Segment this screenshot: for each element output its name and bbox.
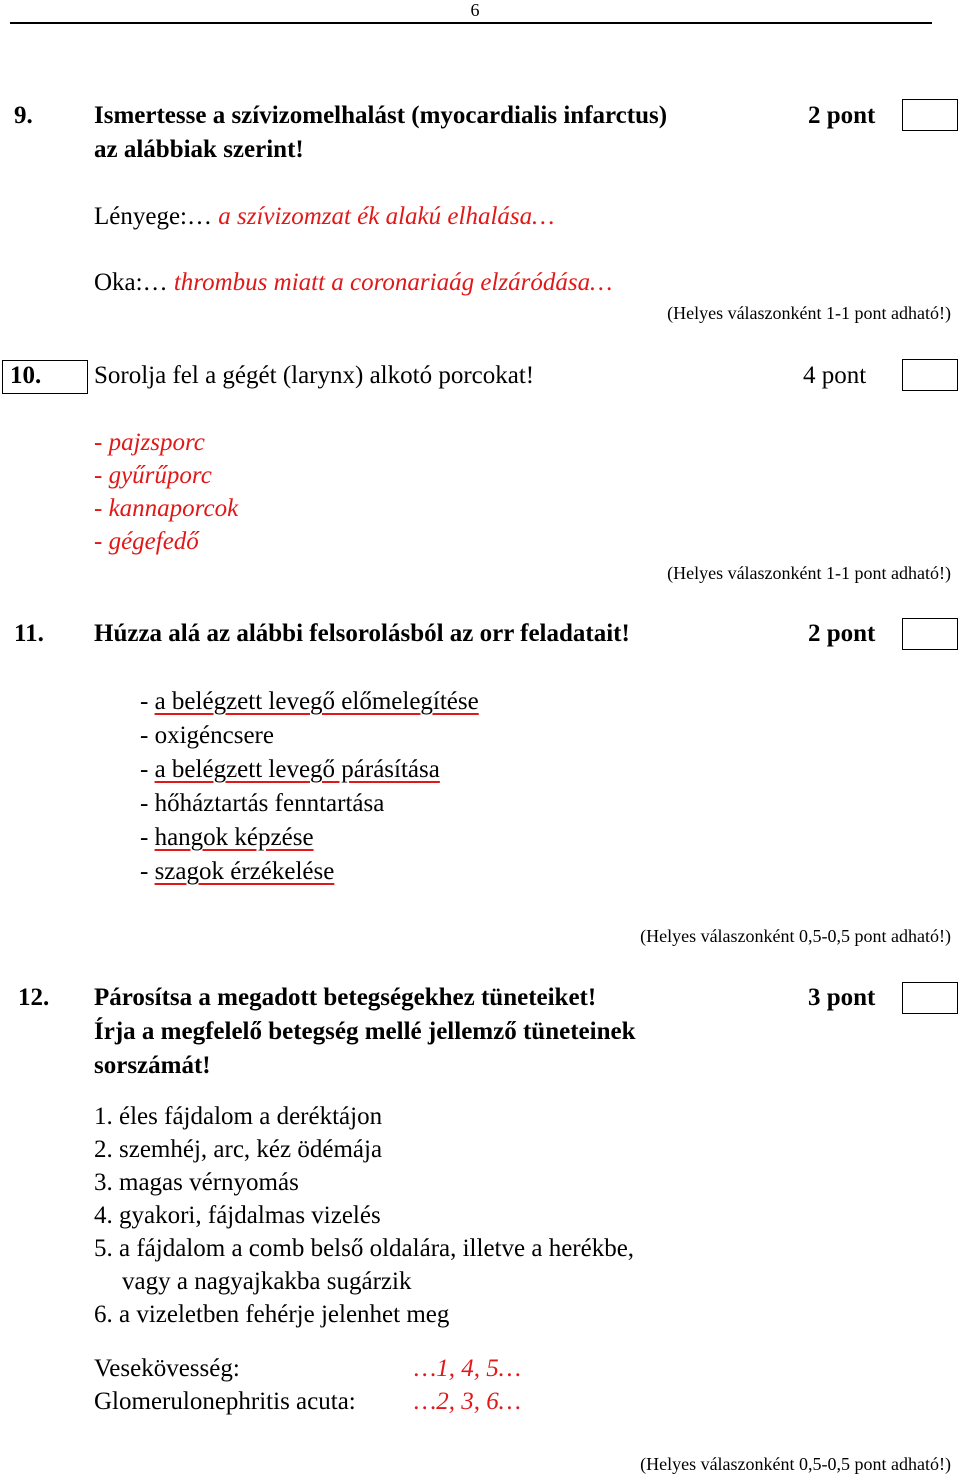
q11-item-1[interactable] <box>140 688 479 716</box>
q11-item-4-text: hőháztartás fenntartása <box>154 790 385 817</box>
q10-answer-4: - gégefedő <box>94 528 199 555</box>
q11-item-6-text: szagok érzékelése <box>154 858 335 885</box>
q12-symptom-4: 4. gyakori, fájdalmas vizelés <box>94 1202 381 1229</box>
q11-item-6-dash: - <box>140 858 155 885</box>
q12-disease-1-label: Vesekövesség: <box>94 1355 240 1382</box>
q11-item-3-text: a belégzett levegő párásítása <box>154 756 440 783</box>
q10-points: 4 pont <box>803 362 867 389</box>
q10-answer-2: - gyűrűporc <box>94 462 212 489</box>
q11-item-1-dash: - <box>140 688 155 715</box>
q11-item-4-dash: - <box>140 790 155 817</box>
q11-item-5-dash: - <box>140 824 155 851</box>
q12-points: 3 pont <box>808 984 876 1011</box>
q11-item-5-text: hangok képzése <box>154 824 314 851</box>
q12-symptom-5: 5. a fájdalom a comb belső oldalára, illetve a herékbe, <box>94 1235 635 1262</box>
q10-score-box[interactable] <box>902 359 958 391</box>
q12-symptom-5-cont: vagy a nagyajkakba sugárzik <box>122 1268 412 1295</box>
q11-item-2-text: oxigéncsere <box>154 722 274 749</box>
q11-number: 11. <box>14 620 44 647</box>
q12-title-line3: sorszámát! <box>94 1052 211 1079</box>
q10-answer-1: - pajzsporc <box>94 429 205 456</box>
header-rule <box>10 22 932 24</box>
q9-points: 2 pont <box>808 102 876 129</box>
page-number: 6 <box>470 0 480 20</box>
q11-score-box[interactable] <box>902 618 958 650</box>
q9-score-box[interactable] <box>902 99 958 131</box>
q9-cause-dots: … <box>590 269 613 296</box>
q10-title: Sorolja fel a gégét (larynx) alkotó porcokat! <box>94 362 535 389</box>
q11-item-4[interactable] <box>140 790 384 818</box>
q12-title-line1: Párosítsa a megadott betegségekhez tüneteiket! <box>94 984 597 1011</box>
q12-disease-2-label: Glomerulonephritis acuta: <box>94 1388 356 1415</box>
q9-number: 9. <box>14 102 33 129</box>
q9-answer-row-essence <box>94 203 554 231</box>
q11-title: Húzza alá az alábbi felsorolásból az orr feladatait! <box>94 620 630 647</box>
q12-symptom-1: 1. éles fájdalom a deréktájon <box>94 1103 383 1130</box>
q11-points: 2 pont <box>808 620 876 647</box>
q9-scoring-note: (Helyes válaszonként 1-1 pont adható!) <box>667 303 951 323</box>
q12-symptom-2: 2. szemhéj, arc, kéz ödémája <box>94 1136 383 1163</box>
q11-item-3[interactable] <box>140 756 440 784</box>
q11-scoring-note: (Helyes válaszonként 0,5-0,5 pont adható!) <box>640 926 951 946</box>
q12-symptom-6: 6. a vizeletben fehérje jelenhet meg <box>94 1301 450 1328</box>
q12-symptom-3: 3. magas vérnyomás <box>94 1169 299 1196</box>
q12-score-box[interactable] <box>902 982 958 1014</box>
q10-answer-3: - kannaporcok <box>94 495 239 522</box>
q12-disease-1-answer: …1, 4, 5… <box>414 1355 521 1382</box>
q10-number: 10. <box>10 362 42 389</box>
q9-essence-label: Lényege:… <box>94 203 219 230</box>
q11-item-3-dash: - <box>140 756 155 783</box>
q10-scoring-note: (Helyes válaszonként 1-1 pont adható!) <box>667 563 951 583</box>
q9-essence-dots: … <box>532 203 555 230</box>
q12-title-line2: Írja a megfelelő betegség mellé jellemző tüneteinek <box>94 1018 636 1045</box>
q11-item-5[interactable] <box>140 824 314 852</box>
q11-item-6[interactable] <box>140 858 334 886</box>
q11-item-1-text: a belégzett levegő előmelegítése <box>154 688 479 715</box>
q12-scoring-note: (Helyes válaszonként 0,5-0,5 pont adható!) <box>640 1454 951 1474</box>
q9-title-line2: az alábbiak szerint! <box>94 136 304 163</box>
q9-answer-row-cause <box>94 269 612 297</box>
q12-number: 12. <box>18 984 50 1011</box>
q12-disease-2-answer: …2, 3, 6… <box>414 1388 521 1415</box>
q11-item-2-dash: - <box>140 722 155 749</box>
q9-essence-answer: a szívizomzat ék alakú elhalása <box>218 203 533 230</box>
q9-cause-answer: thrombus miatt a coronariaág elzáródása <box>173 269 591 296</box>
q11-item-2[interactable] <box>140 722 274 750</box>
q9-title-line1: Ismertesse a szívizomelhalást (myocardialis infarctus) <box>94 102 668 129</box>
q9-cause-label: Oka:… <box>94 269 174 296</box>
